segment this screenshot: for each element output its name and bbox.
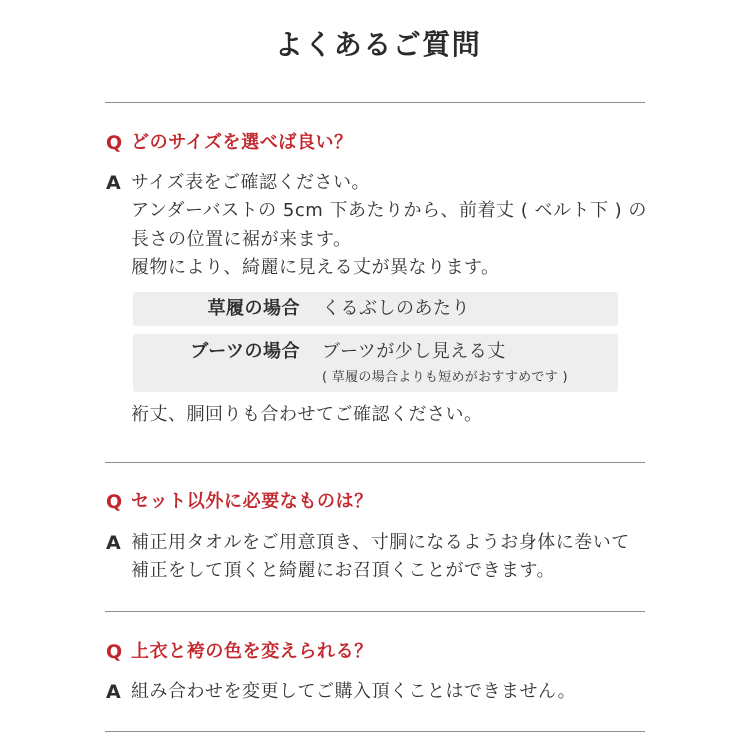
divider bbox=[105, 731, 645, 732]
answer-line: 組み合わせを変更してご購入頂くことはできません。 bbox=[131, 681, 577, 702]
question-text: どのサイズを選べば良い？ bbox=[131, 132, 353, 153]
length-value: ブーツが少し見える丈 bbox=[322, 341, 506, 362]
answer-line: サイズ表をご確認ください。 bbox=[131, 172, 371, 193]
question-marker: Q bbox=[106, 641, 123, 663]
page-title: よくあるご質問 bbox=[274, 28, 482, 61]
answer-text bbox=[131, 169, 647, 282]
answer-footnote: 裄丈、胴回りも合わせてご確認ください。 bbox=[131, 404, 483, 425]
question-row bbox=[106, 638, 373, 666]
answer-line: 履物により、綺麗に見える丈が異なります。 bbox=[131, 256, 500, 278]
answer-line: 補正用タオルをご用意頂き、寸胴になるようお身体に巻いて bbox=[131, 532, 630, 553]
answer-marker: A bbox=[106, 532, 121, 554]
question-text: 上衣と袴の色を変えられる？ bbox=[131, 641, 373, 662]
question-marker: Q bbox=[106, 132, 123, 154]
answer-row bbox=[106, 169, 647, 282]
footwear-label: 草履の場合 bbox=[207, 298, 300, 319]
length-guide-row bbox=[133, 292, 618, 326]
length-guide-table bbox=[133, 292, 618, 392]
answer-row bbox=[106, 678, 576, 706]
answer-line: アンダーバストの 5cm 下あたりから、前着丈 ( ベルト下 ) の bbox=[131, 200, 647, 222]
question-row bbox=[106, 129, 353, 157]
divider bbox=[105, 611, 645, 612]
answer-line: 長さの位置に裾が来ます。 bbox=[131, 228, 352, 250]
divider bbox=[105, 462, 645, 463]
answer-text bbox=[131, 678, 576, 706]
divider bbox=[105, 102, 645, 103]
footwear-label: ブーツの場合 bbox=[190, 341, 300, 362]
question-marker: Q bbox=[106, 491, 123, 513]
answer-text bbox=[131, 529, 630, 586]
length-value: くるぶしのあたり bbox=[322, 298, 470, 319]
answer-marker: A bbox=[106, 172, 121, 194]
answer-line: 補正をして頂くと綺麗にお召頂くことができます。 bbox=[131, 560, 556, 582]
answer-marker: A bbox=[106, 681, 121, 703]
length-guide-row bbox=[133, 334, 618, 392]
answer-row bbox=[106, 529, 630, 586]
question-row bbox=[106, 488, 373, 516]
length-note: ( 草履の場合よりも短めがおすすめです ) bbox=[322, 370, 568, 385]
question-text: セット以外に必要なものは？ bbox=[131, 491, 373, 512]
